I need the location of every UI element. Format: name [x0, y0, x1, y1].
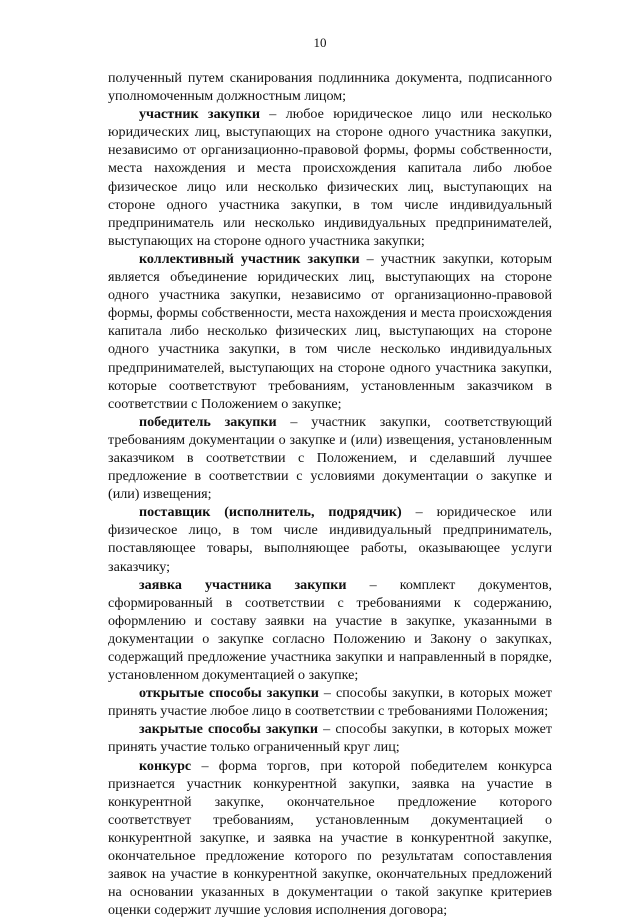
definition-text: – способы закупки, в которых может принять участие любое лицо в соответствии с требованиями Положения;	[108, 685, 553, 720]
page-number: 10	[313, 35, 327, 50]
definition-term: закрытые способы закупки	[139, 721, 319, 738]
definition-term: конкурс	[139, 757, 192, 774]
definition-text: – юридическое или физическое лицо, в том числе индивидуальный предприниматель, поставляющее товары, выполняющее работы, оказывающее услуги заказчику;	[108, 504, 552, 575]
definition-term: участник закупки	[139, 106, 260, 123]
definition-text: – комплект документов, сформированный в соответствии с требованиями к содержанию, оформлению и составу заявки на участие в закупке, указанными в документации о закупке согласно Положению и Закону о закупках, содержащий предложение участника закупки и направленный в порядке, установленном документацией о закупке;	[108, 576, 552, 684]
definition-term: открытые способы закупки	[139, 685, 319, 702]
definition-term: заявка участника закупки	[139, 576, 347, 593]
definition-term: поставщик (исполнитель, подрядчик)	[139, 504, 402, 521]
definition-text: – форма торгов, при которой победителем конкурса признается участник конкурентной закупки, заявка на участие в конкурентной закупке, окончательное предложение которого соответствует требованиям, установленным документацией о конкурентной закупке, и заявка на участие в конкурентной закупке, окончательное предложение которого по результатам сопоставления заявок на участие в конкурентной закупке, окончательных предложений на основании указанных в документации о такой закупке критериев оценки содержит лучшие условия исполнения договора;	[108, 757, 552, 919]
definition-winner	[108, 413, 552, 503]
definition-participant	[108, 105, 552, 250]
definition-text: – любое юридическое лицо или несколько юридических лиц, выступающих на стороне одного участника закупки, независимо от организационно-правовой формы, формы собственности, места нахождения и места происхождения капитала либо любое физическое лицо или несколько физических лиц, выступающих на стороне одного участника закупки, в том числе индивидуальный предприниматель или несколько индивидуальных предпринимателей, выступающих на стороне одного участника закупки;	[108, 106, 552, 249]
definition-term: коллективный участник закупки	[139, 250, 360, 267]
definition-term: победитель закупки	[139, 413, 277, 430]
definition-text: – участник закупки, которым является объединение юридических лиц, выступающих на стороне одного участника закупки, независимо от организационно-правовой формы, формы собственности, места нахождения и места происхождения капитала либо несколько физических лиц, выступающих на стороне одного участника закупки, в том числе несколько индивидуальных предпринимателей, выступающих на стороне одного участника закупки, которые соответствуют требованиям, установленным заказчиком в соответствии с Положением о закупке;	[108, 250, 552, 412]
paragraph-text: полученный путем сканирования подлинника документа, подписанного уполномоченным должностным лицом;	[108, 70, 552, 105]
definition-tender	[108, 757, 552, 919]
definition-closed-methods	[108, 720, 552, 756]
definition-collective-participant	[108, 250, 552, 413]
paragraph-continuation	[108, 69, 552, 105]
document-body	[108, 69, 552, 919]
definition-supplier	[108, 503, 552, 575]
definition-application	[108, 576, 552, 685]
definition-text: – участник закупки, соответствующий требованиям документации о закупке и (или) извещения, установленным заказчиком в соответствии с Положением, и сделавший лучшее предложение в соответствии с условиями документации о закупке и (или) извещения;	[108, 413, 552, 503]
definition-text: – способы закупки, в которых может принять участие только ограниченный круг лиц;	[108, 721, 553, 756]
definition-open-methods	[108, 684, 552, 720]
